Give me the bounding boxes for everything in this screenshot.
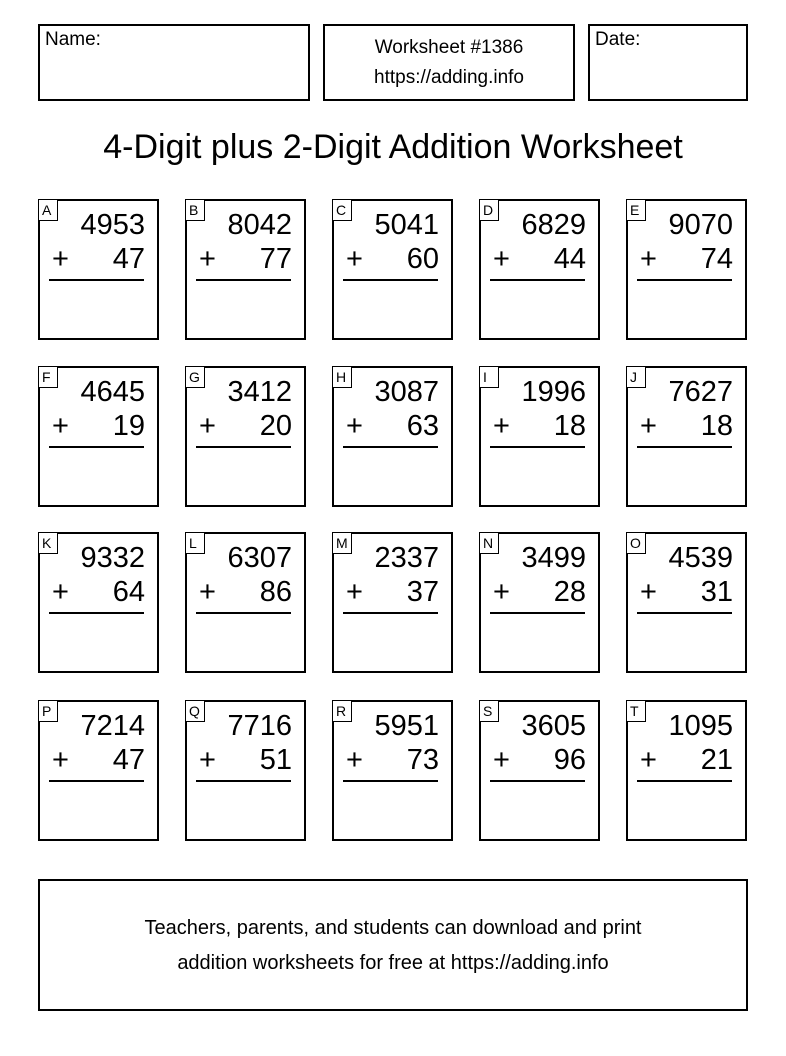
problem-bottom-number: 47 <box>112 744 145 776</box>
problem-bottom-number: 28 <box>553 576 586 608</box>
problem-letter: C <box>332 199 352 221</box>
problem-top-number: 7214 <box>80 710 145 742</box>
answer-line <box>343 446 438 448</box>
problem-top-number: 1095 <box>668 710 733 742</box>
problem-letter: A <box>38 199 58 221</box>
problem-bottom-number: 18 <box>700 410 733 442</box>
plus-sign: + <box>199 410 216 442</box>
problem-top-number: 3412 <box>227 376 292 408</box>
problem-top-number: 4953 <box>80 209 145 241</box>
answer-line <box>490 612 585 614</box>
date-label: Date: <box>595 29 641 50</box>
answer-line <box>196 446 291 448</box>
answer-line <box>49 279 144 281</box>
problem-letter: P <box>38 700 58 722</box>
problem-bottom-number: 63 <box>406 410 439 442</box>
problem-letter: E <box>626 199 646 221</box>
problem-bottom-number: 44 <box>553 243 586 275</box>
plus-sign: + <box>52 576 69 608</box>
problem-card <box>626 199 747 340</box>
plus-sign: + <box>493 410 510 442</box>
problem-bottom-number: 60 <box>406 243 439 275</box>
answer-line <box>490 446 585 448</box>
problem-letter: L <box>185 532 205 554</box>
problem-card <box>332 366 453 507</box>
problem-letter: J <box>626 366 646 388</box>
problem-card <box>38 700 159 841</box>
plus-sign: + <box>346 410 363 442</box>
problem-card <box>332 532 453 673</box>
problem-bottom-number: 20 <box>259 410 292 442</box>
problem-top-number: 9070 <box>668 209 733 241</box>
problem-top-number: 3499 <box>521 542 586 574</box>
problem-letter: Q <box>185 700 205 722</box>
plus-sign: + <box>52 410 69 442</box>
problem-bottom-number: 19 <box>112 410 145 442</box>
problem-top-number: 7716 <box>227 710 292 742</box>
plus-sign: + <box>640 410 657 442</box>
problem-letter: I <box>479 366 499 388</box>
answer-line <box>196 279 291 281</box>
answer-line <box>49 446 144 448</box>
problem-card <box>185 532 306 673</box>
answer-line <box>637 612 732 614</box>
plus-sign: + <box>199 744 216 776</box>
plus-sign: + <box>640 744 657 776</box>
problem-top-number: 3087 <box>374 376 439 408</box>
plus-sign: + <box>346 576 363 608</box>
problem-top-number: 8042 <box>227 209 292 241</box>
problem-top-number: 5041 <box>374 209 439 241</box>
answer-line <box>196 612 291 614</box>
problem-letter: B <box>185 199 205 221</box>
plus-sign: + <box>640 576 657 608</box>
problem-bottom-number: 37 <box>406 576 439 608</box>
problem-card <box>185 700 306 841</box>
problem-card <box>185 366 306 507</box>
problem-top-number: 7627 <box>668 376 733 408</box>
problem-top-number: 6829 <box>521 209 586 241</box>
problem-bottom-number: 73 <box>406 744 439 776</box>
problem-top-number: 4645 <box>80 376 145 408</box>
answer-line <box>343 780 438 782</box>
plus-sign: + <box>346 744 363 776</box>
plus-sign: + <box>346 243 363 275</box>
problem-top-number: 1996 <box>521 376 586 408</box>
problem-letter: D <box>479 199 499 221</box>
answer-line <box>490 780 585 782</box>
worksheet-number: Worksheet #1386 <box>374 37 524 58</box>
problem-card <box>185 199 306 340</box>
problem-letter: N <box>479 532 499 554</box>
plus-sign: + <box>493 744 510 776</box>
problem-top-number: 2337 <box>374 542 439 574</box>
problem-card <box>479 700 600 841</box>
problem-letter: G <box>185 366 205 388</box>
plus-sign: + <box>52 243 69 275</box>
plus-sign: + <box>199 243 216 275</box>
problem-bottom-number: 51 <box>259 744 292 776</box>
problem-letter: R <box>332 700 352 722</box>
problem-card <box>626 700 747 841</box>
problem-bottom-number: 96 <box>553 744 586 776</box>
plus-sign: + <box>199 576 216 608</box>
problem-letter: M <box>332 532 352 554</box>
answer-line <box>637 780 732 782</box>
problem-card <box>479 366 600 507</box>
problem-top-number: 5951 <box>374 710 439 742</box>
footer-box <box>38 879 748 1011</box>
footer-text-line-1: Teachers, parents, and students can download and print <box>144 917 642 939</box>
plus-sign: + <box>493 243 510 275</box>
answer-line <box>343 279 438 281</box>
problem-top-number: 4539 <box>668 542 733 574</box>
problem-card <box>479 199 600 340</box>
problem-letter: F <box>38 366 58 388</box>
worksheet-url: https://adding.info <box>374 67 524 88</box>
name-label: Name: <box>45 29 101 50</box>
answer-line <box>637 279 732 281</box>
problem-card <box>626 532 747 673</box>
footer-text-line-2: addition worksheets for free at https://adding.info <box>177 952 609 974</box>
problem-card <box>332 199 453 340</box>
problem-letter: H <box>332 366 352 388</box>
problem-card <box>38 532 159 673</box>
problem-bottom-number: 64 <box>112 576 145 608</box>
problem-letter: T <box>626 700 646 722</box>
answer-line <box>49 612 144 614</box>
problem-top-number: 9332 <box>80 542 145 574</box>
problem-bottom-number: 77 <box>259 243 292 275</box>
answer-line <box>490 279 585 281</box>
problem-bottom-number: 18 <box>553 410 586 442</box>
page-title: 4-Digit plus 2-Digit Addition Worksheet <box>103 128 683 166</box>
problem-card <box>38 199 159 340</box>
answer-line <box>637 446 732 448</box>
problem-card <box>626 366 747 507</box>
problem-bottom-number: 74 <box>700 243 733 275</box>
problem-card <box>332 700 453 841</box>
answer-line <box>49 780 144 782</box>
problem-bottom-number: 21 <box>700 744 733 776</box>
plus-sign: + <box>493 576 510 608</box>
problem-card <box>38 366 159 507</box>
problem-card <box>479 532 600 673</box>
answer-line <box>343 612 438 614</box>
answer-line <box>196 780 291 782</box>
plus-sign: + <box>640 243 657 275</box>
problem-letter: O <box>626 532 646 554</box>
problem-bottom-number: 47 <box>112 243 145 275</box>
problem-top-number: 6307 <box>227 542 292 574</box>
problem-bottom-number: 86 <box>259 576 292 608</box>
problem-letter: S <box>479 700 499 722</box>
problem-letter: K <box>38 532 58 554</box>
problem-bottom-number: 31 <box>700 576 733 608</box>
plus-sign: + <box>52 744 69 776</box>
problem-top-number: 3605 <box>521 710 586 742</box>
